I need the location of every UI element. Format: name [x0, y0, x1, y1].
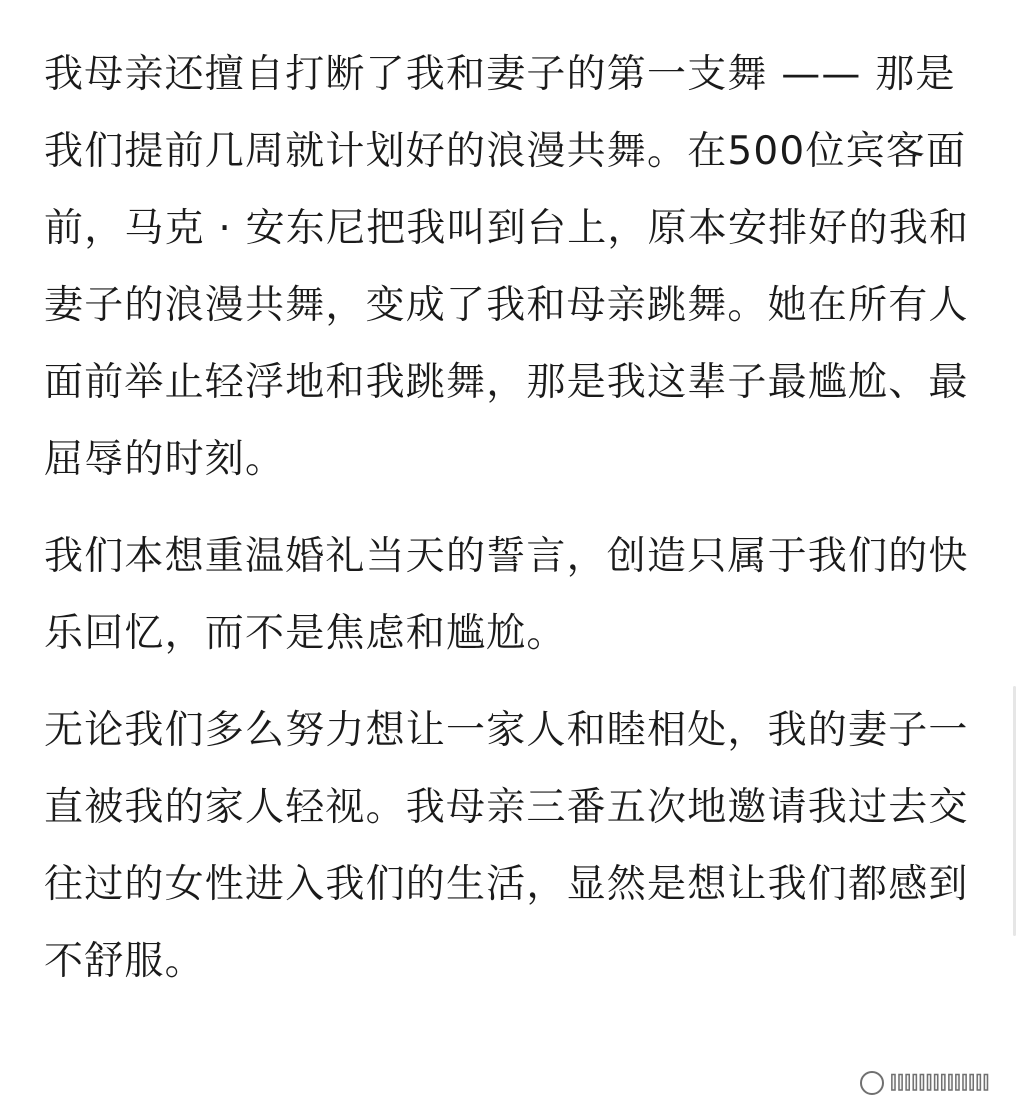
- watermark-text: IIIIIIIIIIIIII: [890, 1070, 990, 1095]
- paragraph-2: 我们本想重温婚礼当天的誓言，创造只属于我们的快乐回忆，而不是焦虑和尴尬。: [44, 534, 969, 656]
- paragraph-3: 无论我们多么努力想让一家人和睦相处，我的妻子一直被我的家人轻视。我母亲三番五次地邀请我过去交往过的女性进入我们的生活，显然是想让我们都感到不舒服。: [44, 708, 969, 984]
- watermark-logo-icon: [860, 1071, 884, 1095]
- paragraph-1: 我母亲还擅自打断了我和妻子的第一支舞 —— 那是我们提前几周就计划好的浪漫共舞。在500位宾客面前，马克 · 安东尼把我叫到台上，原本安排好的我和妻子的浪漫共舞，变成了我和母亲跳舞。她在所有人面前举止轻浮地和我跳舞，那是我这辈子最尴尬、最屈辱的时刻。: [44, 52, 970, 482]
- scrollbar[interactable]: [1013, 686, 1016, 936]
- article-body: [44, 36, 984, 1020]
- watermark: [850, 1066, 1000, 1100]
